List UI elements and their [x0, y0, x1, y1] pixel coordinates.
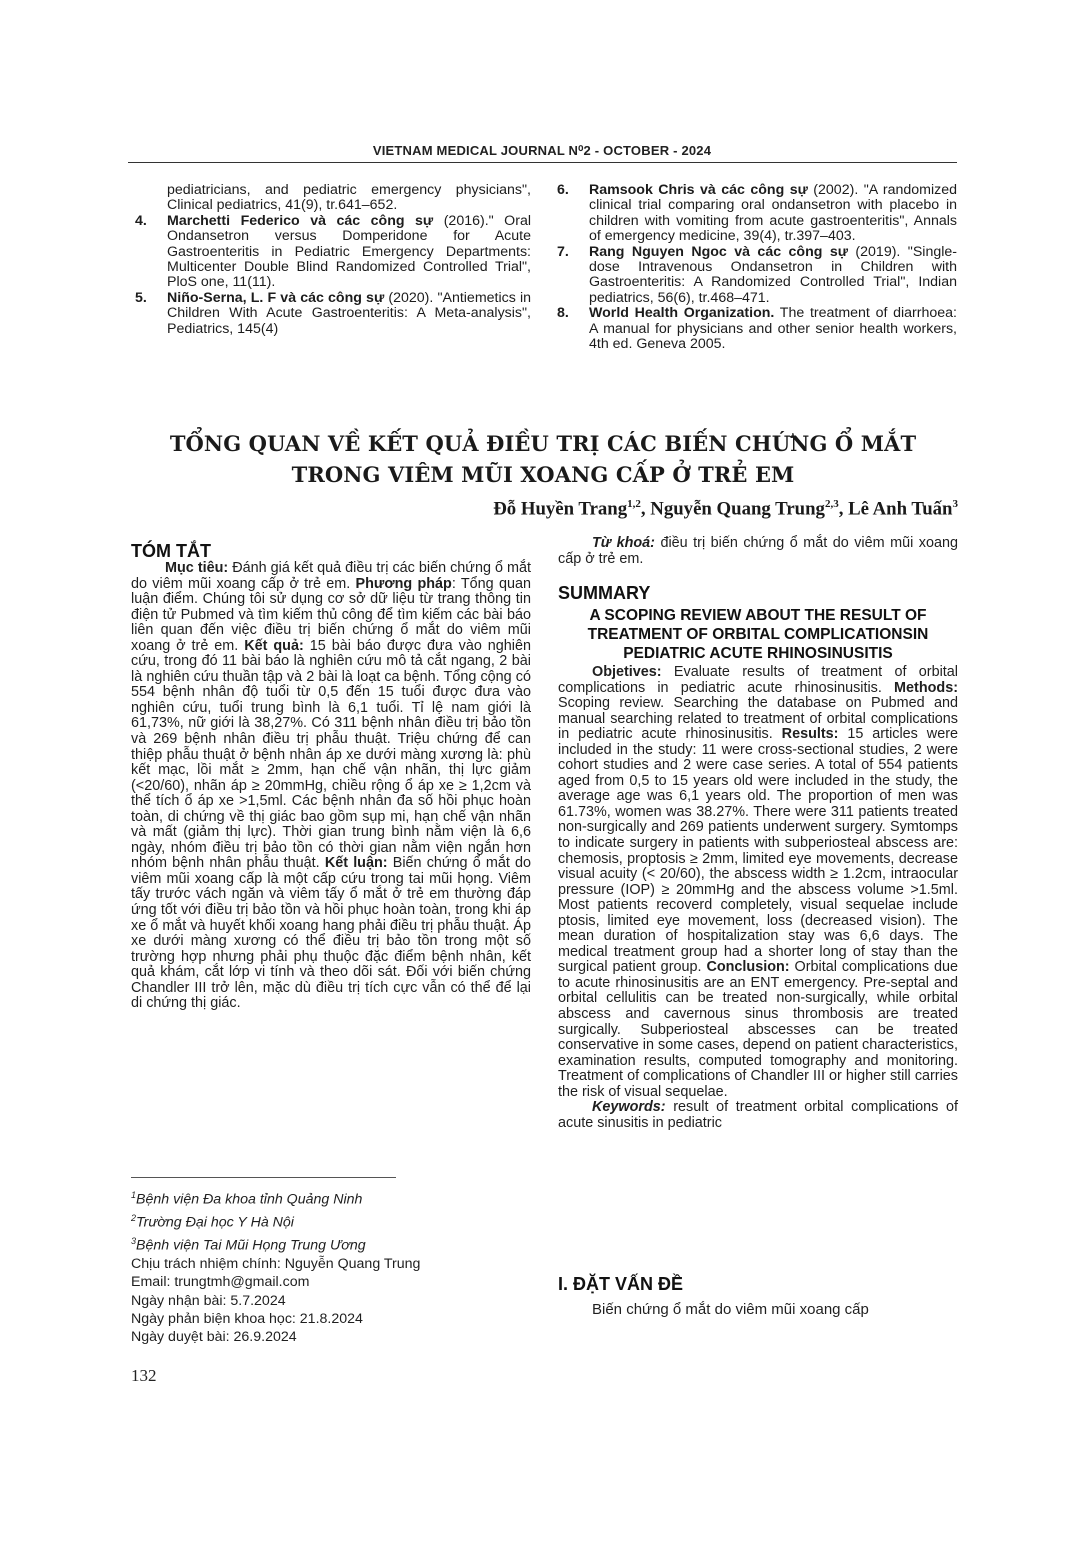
affiliation-text: Bệnh viện Tai Mũi Họng Trung Ương	[136, 1237, 366, 1254]
label-objectives-en: Objetives:	[592, 664, 662, 680]
reference-number: 8.	[557, 305, 569, 322]
label-conclusion: Kết luận:	[324, 855, 388, 872]
footnotes	[131, 1186, 531, 1347]
reference-text: (2002). "A randomized clinical trial comparing oral ondansetron with placebo in children with vomiting from acute gastroenteritis", Annals of emergency medicine, 39(4), tr.397–403.	[589, 182, 957, 245]
reference-item	[131, 291, 531, 337]
keywords-en-paragraph	[558, 1100, 958, 1131]
page-number: 132	[131, 1366, 157, 1385]
summary-heading: SUMMARY	[558, 583, 651, 603]
affiliation-3: $^3$Bệnh viện Tai Mũi Họng Trung Ương	[131, 1236, 366, 1254]
article-title-line-2: TRONG VIÊM MŨI XOANG CẤP Ở TRẺ EM	[291, 462, 795, 487]
author-name: Lê Anh Tuấn	[848, 498, 953, 520]
keywords-en-label: Keywords:	[592, 1099, 666, 1116]
references-right	[553, 183, 957, 352]
conclusion-en-text: Orbital complications due to acute rhinosinusitis are an ENT emergency. Pre-septal and orbital cellulitis can be treated non-surgically, while orbital abscess and cavernous sinus thrombosis are treated surgically. Subperiosteal abscesses can be treated conservative in some cases, depend on patient characteristics, examination results, computed tomography and monitoring. Treatment of complications of Chandler III or higher still carries the risk of visual sequelae.	[558, 959, 958, 1100]
results-en-text: 15 articles were included in the study: 11 were cross-sectional studies, 2 were cohort studies and 2 were case series. A total of 554 patients aged from 0,5 to 15 years old were included in the study, the average age was 6,1 years old. The proportion of men was 61.73%, women was 38.27%. There were 311 patients treated non-surgically and 269 patients underwent surgery. Symtomps to indicate surgery in patients with subperiosteal abscess are: chemosis, proptosis ≥ 2mm, limited eye movements, decrease visual acuity (< 20/60), the abscess width ≥ 1.2cm, intraocular pressure (IOP) ≥ 20mmHg and the abscess volume >1.5ml. Most patients recoverd completely, visual sequelae include ptosis, limited eye movement, loss (decreased vision). The mean duration of hospitalization stay was 6,6 days. The medical treatment group had a shorter long of stay than the surgical patient group.	[558, 726, 958, 976]
reference-item	[553, 306, 957, 352]
header-divider	[128, 162, 957, 163]
reference-item	[553, 245, 957, 307]
reference-text: (2020). "Antiemetics in Children With Acute Gastroenteritis: A Meta-analysis", Pediatrics, 145(4)	[167, 289, 531, 337]
reference-authors: Ramsook Chris và các công sự	[589, 182, 808, 198]
label-conclusion-en: Conclusion:	[706, 959, 790, 976]
date-received: Ngày nhận bài: 5.7.2024	[131, 1292, 286, 1309]
objectives-en-text: Evaluate results of treatment of orbital complications in pediatric acute rhinosinusitis.	[558, 664, 958, 696]
reference-authors: Niño-Serna, L. F và các công sự	[167, 289, 385, 306]
keywords-vi-text: điều trị biến chứng ổ mắt do viêm mũi xoang cấp ở trẻ em.	[558, 535, 958, 567]
affiliation-text: Trường Đại học Y Hà Nội	[136, 1214, 294, 1231]
keywords-vi-label: Từ khoá:	[592, 535, 655, 551]
reference-text: The treatment of diarrhoea: A manual for physicians and other senior health workers, 4th ed. Geneva 2005.	[589, 305, 957, 353]
keywords-en-text: result of treatment orbital complications of acute sinusitis in pediatric	[558, 1099, 958, 1131]
affiliation-2: $^2$Trường Đại học Y Hà Nội	[131, 1213, 294, 1231]
journal-header: VIETNAM MEDICAL JOURNAL N⁰2 - OCTOBER - 2024	[372, 143, 712, 158]
references-left	[131, 183, 531, 337]
author-separator: ,	[838, 498, 849, 520]
author-separator: ,	[640, 498, 651, 520]
article-title-line-1: TỔNG QUAN VỀ KẾT QUẢ ĐIỀU TRỊ CÁC BIẾN CHỨNG Ổ MẮT	[169, 431, 917, 456]
date-reviewed: Ngày phản biện khoa học: 21.8.2024	[131, 1310, 363, 1327]
reference-text: (2016)." Oral Ondansetron versus Domperidone for Acute Gastroenteritis in Pediatric Emergency Departments: Multicenter Double Blind Randomized Controlled Trial", PloS one, 11(11).	[167, 212, 531, 291]
label-method: Phương pháp	[355, 575, 452, 592]
summary-title: A SCOPING REVIEW ABOUT THE RESULT OF TREATMENT OF ORBITAL COMPLICATIONSIN PEDIATRIC ACUTE RHINOSINUSITIS	[587, 607, 929, 662]
reference-authors: Marchetti Federico và các công sự	[167, 212, 434, 229]
results-text: 15 bài báo được đưa vào nghiên cứu, trong đó 11 bài báo là nghiên cứu mô tả cắt ngang, 2 bài là nghiên cứu thuần tập và 2 bài là loạt ca bệnh. Tổng cộng có 554 bệnh nhân độ tuổi từ 0,5 đến 15 tuổi được đưa vào nghiên cứu, tuổi trung bình là 6,1 tuổi. Tỉ lệ nam giới là 61,73%, nữ giới là 38,27%. Có 311 bệnh nhân điều trị bảo tồn và 269 bệnh nhân điều trị phẫu thuật. Triệu chứng để can thiệp phẫu thuật ở bệnh nhân áp xe dưới màng xương là: phù kết mạc, lồi mắt ≥ 2mm, hạn chế vận nhãn, thị lực giảm (<20/60), nhãn áp ≥ 20mmHg, chiều rộng ổ áp xe ≥ 1,2cm và thể tích ổ áp xe >1,5ml. Các bệnh nhân đa số hồi phục hoàn toàn, di chứng về thị giác bao gồm sụp mi, hạn chế vận nhãn và mất (giảm thị lực). Thời gian trung bình nằm viện là 6,6 ngày, nhóm điều trị bảo tồn có thời gian nằm viện ngắn hơn nhóm bệnh nhân phẫu thuật.	[131, 637, 531, 872]
section-heading-introduction: I. ĐẶT VẤN ĐỀ	[558, 1274, 684, 1294]
method-text: : Tổng quan luận điểm. Chúng tôi sử dụng cơ sở dữ liệu từ trang thông tin điện tử Pubmed và tìm kiếm thủ công để tìm kiếm các bài báo liên quan đến việc điều trị biến chứng ổ mắt do viêm mũi xoang ở trẻ em.	[131, 575, 531, 654]
abstract-vi-paragraph	[131, 561, 531, 1012]
reference-authors: World Health Organization.	[589, 305, 775, 322]
article-title	[128, 428, 958, 490]
reference-item	[131, 214, 531, 291]
reference-number: 6.	[557, 182, 569, 198]
abstract-vi-heading: TÓM TẮT	[131, 541, 211, 561]
conclusion-text: Biến chứng ổ mắt do viêm mũi xoang cấp là một cấp cứu trong tai mũi họng. Viêm tấy trước vách ngăn và viêm tấy ổ mắt ở trẻ em thường đáp ứng tốt với điều trị bảo tồn và hồi phục hoàn toàn, trong khi áp xe ổ mắt và huyết khối xoang hang phải điều trị phẫu thuật. Áp xe dưới màng xương có thể điều trị bảo tồn trong một số trường hợp nhưng phải phụ thuộc đặc điểm bệnh nhân, kết quả khám, cắt lớp vi tính và theo dõi sát. Đối với biến chứng Chandler III trở lên, mặc dù điều trị tích cực vẫn có thể để lại di chứng thị giác.	[131, 855, 532, 1012]
affiliation-text: Bệnh viện Đa khoa tỉnh Quảng Ninh	[136, 1191, 363, 1208]
reference-text: (2019). "Single-dose Intravenous Ondansetron in Children with Gastroenteritis: A Randomized Controlled Trial", Indian pediatrics, 56(6), tr.468–471.	[589, 243, 957, 306]
author-affiliation: 3	[952, 498, 958, 510]
footnote-divider	[131, 1177, 396, 1178]
methods-en-text: Scoping review. Searching the database on Pubmed and manual searching related to treatment of orbital complications in pediatric acute rhinosinusitis.	[558, 695, 958, 743]
author-name: Đỗ Huyền Trang	[493, 498, 628, 520]
author-affiliation: 1,2	[627, 498, 641, 510]
responsible-author: Chịu trách nhiệm chính: Nguyễn Quang Trung	[131, 1256, 421, 1273]
introduction-text	[558, 1302, 958, 1318]
keywords-vi-paragraph	[558, 536, 958, 567]
author-list	[493, 498, 958, 520]
author-name: Nguyễn Quang Trung	[650, 498, 825, 520]
label-results-en: Results:	[781, 726, 839, 743]
introduction-paragraph: Biến chứng ổ mắt do viêm mũi xoang cấp	[592, 1301, 869, 1318]
date-accepted: Ngày duyệt bài: 26.9.2024	[131, 1329, 297, 1346]
reference-item	[553, 183, 957, 245]
label-objective: Mục tiêu:	[165, 560, 229, 576]
label-methods-en: Methods:	[894, 679, 958, 696]
reference-number: 4.	[135, 212, 147, 229]
abstract-en-body	[558, 665, 958, 1131]
keywords-vi	[558, 536, 958, 567]
reference-authors: Rang Nguyen Ngoc và các công sự	[589, 243, 848, 260]
label-results: Kết quả:	[244, 637, 304, 654]
reference-number: 5.	[135, 289, 147, 306]
email: Email: trungtmh@gmail.com	[131, 1274, 310, 1291]
abstract-en-paragraph	[558, 665, 958, 1100]
objective-text: Đánh giá kết quả điều trị các biến chứng ổ mắt do viêm mũi xoang cấp ở trẻ em.	[131, 560, 532, 592]
affiliation-1: $^1$Bệnh viện Đa khoa tỉnh Quảng Ninh	[131, 1190, 363, 1208]
reference-continuation: pediatricians, and pediatric emergency physicians", Clinical pediatrics, 41(9), tr.641–652.	[167, 182, 531, 214]
abstract-vi-body	[131, 561, 531, 1012]
author-affiliation: 2,3	[824, 498, 839, 510]
reference-number: 7.	[557, 243, 569, 260]
